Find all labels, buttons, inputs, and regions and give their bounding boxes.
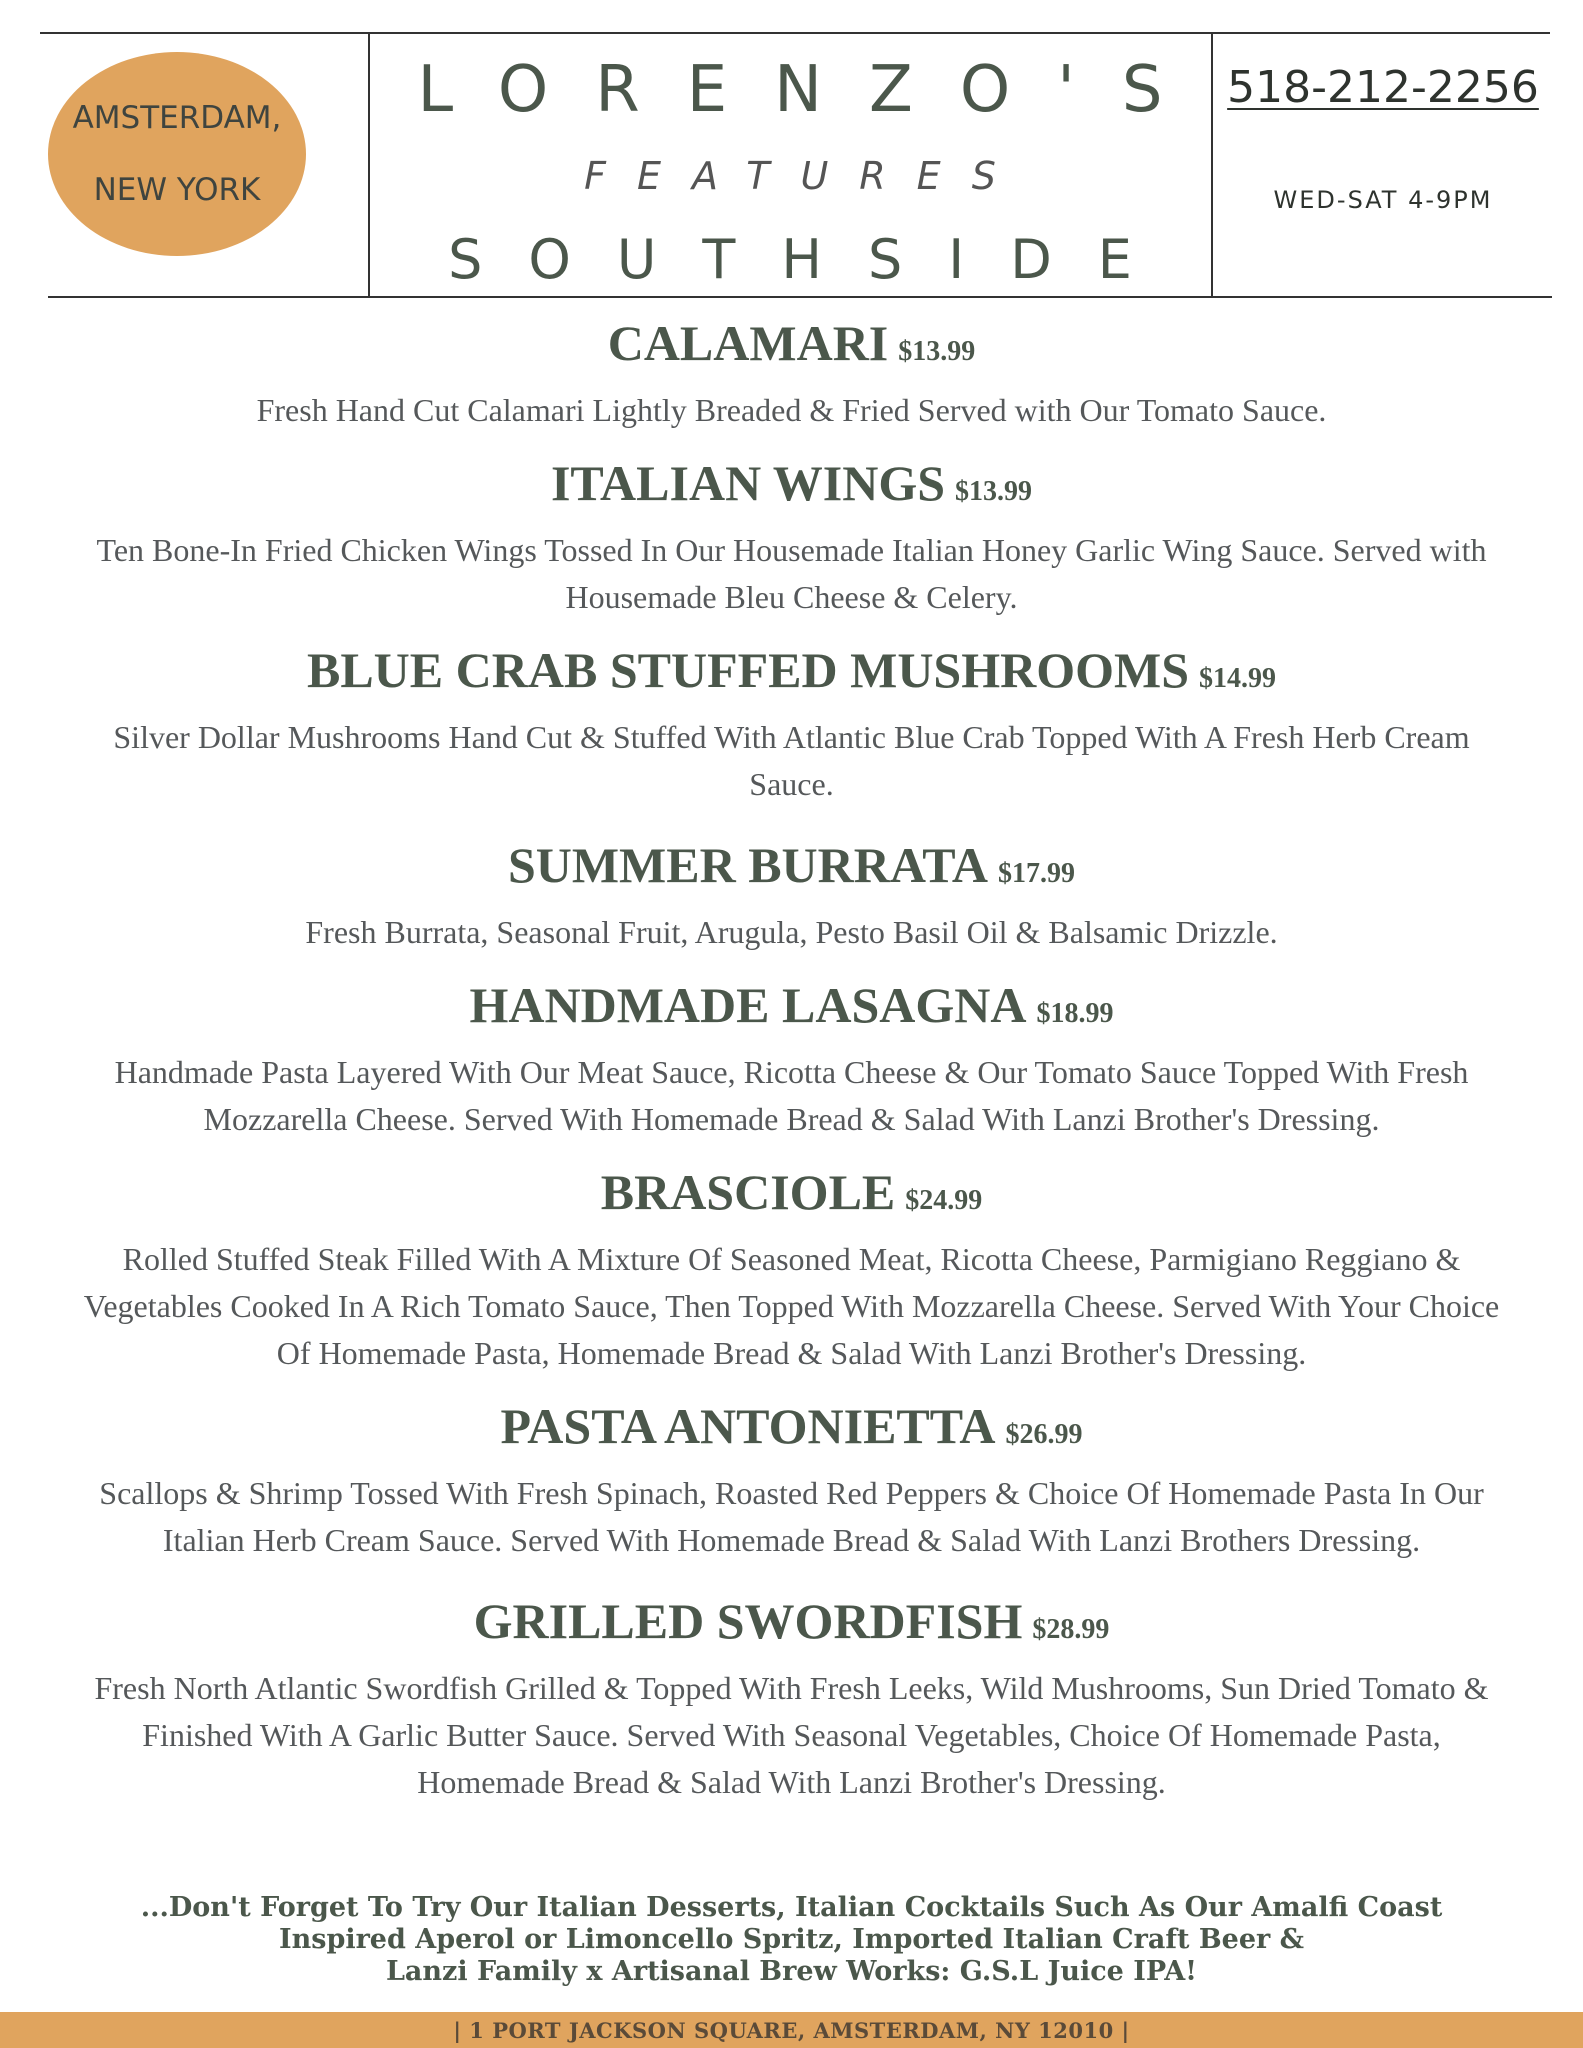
menu-list bbox=[40, 312, 1543, 1806]
footer-note bbox=[40, 1892, 1543, 1988]
item-price: $13.99 bbox=[898, 336, 976, 367]
menu-item bbox=[40, 834, 1543, 956]
header-divider-right bbox=[1211, 32, 1213, 296]
item-price: $18.99 bbox=[1036, 998, 1114, 1029]
location-badge bbox=[48, 52, 306, 256]
badge-city: AMSTERDAM, bbox=[72, 100, 282, 136]
menu-item bbox=[40, 312, 1543, 434]
item-name: ITALIAN WINGS bbox=[550, 455, 946, 511]
item-description: Fresh Hand Cut Calamari Lightly Breaded & Fried Served with Our Tomato Sauce. bbox=[256, 392, 1327, 428]
item-description: Ten Bone-In Fried Chicken Wings Tossed In Our Housemade Italian Honey Garlic Wing Sauce. Served with Housemade Bleu Cheese & Celery. bbox=[96, 532, 1487, 615]
item-price: $28.99 bbox=[1032, 1614, 1110, 1645]
item-description: Silver Dollar Mushrooms Hand Cut & Stuffed With Atlantic Blue Crab Topped With A Fresh Herb Cream Sauce. bbox=[113, 719, 1470, 802]
footer-note-line: ...Don't Forget To Try Our Italian Desserts, Italian Cocktails Such As Our Amalfi Coast bbox=[140, 1892, 1443, 1923]
menu-item bbox=[40, 452, 1543, 621]
restaurant-name: LORENZO'S bbox=[417, 53, 1210, 127]
item-name: HANDMADE LASAGNA bbox=[469, 977, 1027, 1033]
badge-state: NEW YORK bbox=[93, 172, 261, 208]
item-price: $17.99 bbox=[998, 858, 1076, 889]
menu-item bbox=[40, 974, 1543, 1143]
item-name: PASTA ANTONIETTA bbox=[500, 1398, 996, 1454]
header-top-rule bbox=[40, 32, 1550, 34]
item-price: $13.99 bbox=[955, 476, 1033, 507]
menu-item bbox=[40, 1395, 1543, 1564]
address-text: | 1 PORT JACKSON SQUARE, AMSTERDAM, NY 12010 | bbox=[453, 2017, 1130, 2043]
footer-note-line: Inspired Aperol or Limoncello Spritz, Imported Italian Craft Beer & bbox=[278, 1924, 1304, 1955]
footer-note-line: Lanzi Family x Artisanal Brew Works: G.S.L Juice IPA! bbox=[385, 1956, 1198, 1987]
title-block bbox=[370, 40, 1210, 295]
item-name: CALAMARI bbox=[607, 315, 889, 371]
item-price: $26.99 bbox=[1005, 1419, 1083, 1450]
item-price: $24.99 bbox=[905, 1185, 983, 1216]
location-name: SOUTHSIDE bbox=[448, 228, 1178, 291]
item-name: SUMMER BURRATA bbox=[507, 837, 989, 893]
item-price: $14.99 bbox=[1199, 663, 1277, 694]
item-description: Scallops & Shrimp Tossed With Fresh Spinach, Roasted Red Peppers & Choice Of Homemade Pasta In Our Italian Herb Cream Sauce. Served With Homemade Bread & Salad With Lanzi Brothers Dressing. bbox=[99, 1475, 1484, 1558]
header-bottom-rule bbox=[48, 296, 1552, 298]
menu-item bbox=[40, 1161, 1543, 1377]
item-description: Fresh North Atlantic Swordfish Grilled & Topped With Fresh Leeks, Wild Mushrooms, Sun Dried Tomato & Finished With A Garlic Butter Sauce. Served With Seasonal Vegetables, Choice Of Homemade Pasta, Homemade Bread & Salad With Lanzi Brother's Dressing. bbox=[94, 1670, 1489, 1800]
item-name: GRILLED SWORDFISH bbox=[473, 1593, 1023, 1649]
opening-hours: WED-SAT 4-9PM bbox=[1273, 186, 1493, 214]
item-description: Fresh Burrata, Seasonal Fruit, Arugula, Pesto Basil Oil & Balsamic Drizzle. bbox=[305, 914, 1278, 950]
item-name: BRASCIOLE bbox=[600, 1164, 896, 1220]
item-name: BLUE CRAB STUFFED MUSHROOMS bbox=[306, 642, 1190, 698]
address-bar bbox=[0, 2012, 1583, 2048]
menu-item bbox=[40, 1590, 1543, 1806]
tagline: FEATURES bbox=[584, 154, 1027, 198]
item-description: Handmade Pasta Layered With Our Meat Sauce, Ricotta Cheese & Our Tomato Sauce Topped With Fresh Mozzarella Cheese. Served With Homemade Bread & Salad With Lanzi Brother's Dressing. bbox=[114, 1054, 1469, 1137]
item-description: Rolled Stuffed Steak Filled With A Mixture Of Seasoned Meat, Ricotta Cheese, Parmigiano Reggiano & Vegetables Cooked In A Rich Tomato Sauce, Then Topped With Mozzarella Cheese. Served With Your Choice Of Homemade Pasta, Homemade Bread & Salad With Lanzi Brother's Dressing. bbox=[83, 1241, 1500, 1371]
menu-item bbox=[40, 639, 1543, 808]
phone-number[interactable]: 518-212-2256 bbox=[1227, 62, 1539, 113]
